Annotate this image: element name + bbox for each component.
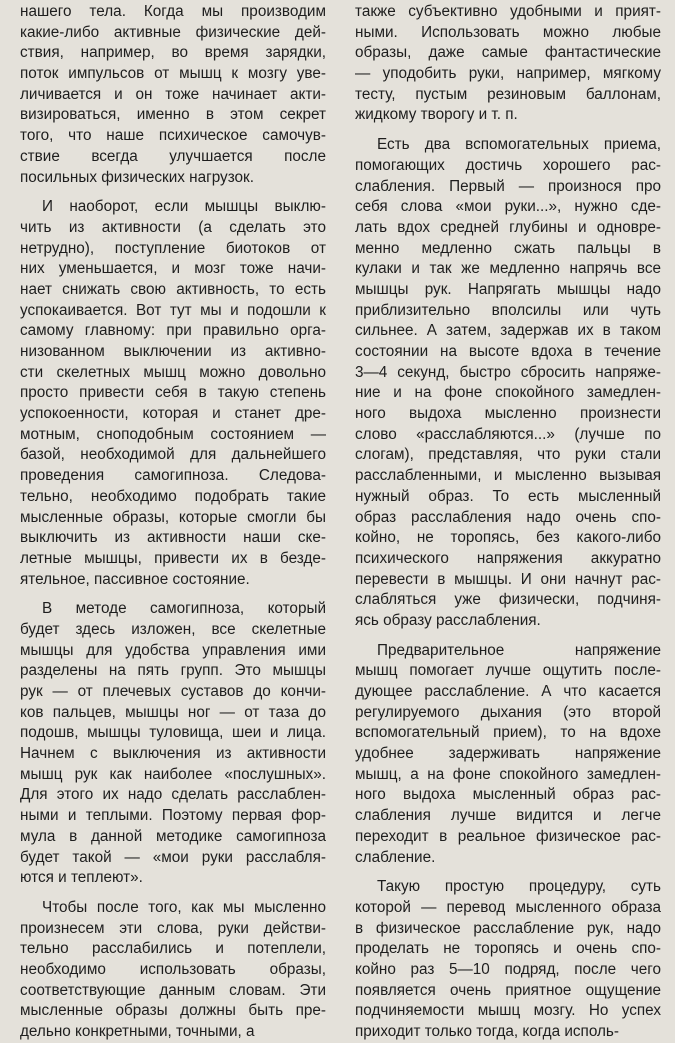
text-line: проведения самогипноза. Следова- [20, 467, 326, 485]
text-line: Такую простую процедуру, суть [377, 878, 661, 896]
text-line: ными. Использовать можно любые [355, 23, 661, 41]
text-line: Для этого их надо сделать расслаблен- [20, 786, 326, 804]
text-line: жидкому творогу и т. п. [355, 106, 518, 124]
text-line: тесту, пустым резиновым баллонам, [355, 85, 661, 103]
text-line: мышц помогает лучше ощутить после- [355, 662, 661, 680]
text-line: приблизительно вполсилы или чуть [355, 301, 661, 319]
text-line: ного выдоха мысленный образ рас- [355, 786, 661, 804]
text-line: психического напряжения аккуратно [355, 549, 661, 567]
text-line: И наоборот, если мышцы выклю- [42, 198, 326, 216]
text-line: будет здесь изложен, все скелетные [20, 620, 326, 638]
text-line: также субъективно удобными и прият- [355, 3, 661, 20]
text-line: соответствующие данным словам. Эти [20, 981, 326, 999]
text-line: койно, не торопясь, без какого-либо [355, 529, 661, 547]
text-line: лать вдох средней глубины и одновре- [355, 218, 661, 236]
text-line: — уподобить руки, например, мягкому [355, 65, 661, 83]
text-line: них уменьшается, и мозг тоже начи- [20, 260, 326, 278]
text-line: в физическое расслабление рук, надо [355, 919, 661, 937]
text-line: перевести в мышцы. И они начнут рас- [355, 570, 661, 588]
paragraph [20, 197, 326, 590]
paragraph-gap [20, 889, 326, 898]
text-line: слабление. [355, 848, 436, 866]
text-line: дующее расслабление. А что касается [355, 683, 661, 700]
left-column [20, 2, 326, 1043]
text-line: Начнем с выключения из активности [20, 745, 326, 763]
paragraph [355, 641, 661, 869]
text-line: чить из активности (а сделать это [20, 218, 326, 236]
text-line: дельно конкретными, точными, а [20, 1023, 255, 1040]
text-line: мышцы для удобства управления ими [20, 641, 326, 659]
text-line: летные мышцы, привести их в безде- [20, 549, 326, 567]
text-line: низованном выключении из активно- [20, 343, 326, 360]
text-line: рук — от плечевых суставов до кончи- [20, 683, 326, 700]
text-line: Предварительное напряжение [377, 641, 661, 659]
text-line: тельно, необходимо подобрать такие [20, 487, 326, 505]
text-line: подошв, мышцы туловища, шеи и лица. [20, 724, 326, 742]
text-line: образы, даже самые фантастические [355, 44, 661, 62]
text-line: слабления лучше видится и легче [355, 807, 661, 825]
text-line: 3—4 секунд, быстро сбросить напряже- [355, 363, 661, 381]
text-line: расслабленными, и мысленно вызывая [355, 467, 661, 485]
text-line: произнесем эти слова, руки действи- [20, 919, 326, 937]
paragraph [20, 2, 326, 188]
text-line: проделать не торопясь и очень спо- [355, 940, 661, 958]
paragraph [355, 135, 661, 632]
text-line: ятельное, пассивное состояние. [20, 570, 250, 588]
text-line: появляется очень приятное ощущение [355, 981, 661, 999]
text-line: ствие всегда улучшается после [20, 147, 326, 165]
text-line: ние и на фоне спокойного замедлен- [355, 384, 661, 402]
right-column [355, 2, 661, 1043]
paragraph [20, 599, 326, 889]
text-line: переходит в реальное физическое рас- [355, 827, 661, 845]
paragraph-gap [355, 632, 661, 641]
text-line: состоянии на высоте вдоха в течение [355, 343, 661, 360]
text-line: слабления. Первый — произнося про [355, 177, 661, 195]
text-line: просто привести себя в такую степень [20, 384, 326, 402]
paragraph-gap [355, 126, 661, 135]
paragraph [355, 2, 661, 126]
text-line: ются и теплеют». [20, 869, 143, 887]
text-line: ными и теплыми. Поэтому первая фор- [20, 807, 326, 825]
text-line: нетрудно), поступление биотоков от [20, 239, 326, 257]
paragraph-gap [20, 590, 326, 599]
text-line: ствия, например, во время зарядки, [20, 44, 326, 62]
text-line: образ расслабления надо очень спо- [355, 508, 661, 526]
text-line: посильных физических нагрузок. [20, 168, 254, 186]
text-line: мотным, сноподобным состоянием — [20, 425, 326, 443]
text-line: личивается и он тоже начинает акти- [20, 85, 326, 103]
text-line: ков пальцев, мышцы ног — от таза до [20, 703, 326, 721]
paragraph-gap [355, 868, 661, 877]
text-line: ясь образу расслабления. [355, 611, 541, 629]
text-line: слабляться уже физически, подчиня- [355, 591, 661, 609]
text-line: нашего тела. Когда мы производим [20, 3, 326, 20]
text-line: сти скелетных мышц можно довольно [20, 363, 326, 381]
text-line: вспомогательный прием), то на вдохе [355, 724, 661, 742]
text-line: мышц, а на фоне спокойного замедлен- [355, 765, 661, 783]
text-line: выключить из активности наши ске- [20, 529, 326, 547]
paragraph [20, 898, 326, 1043]
text-line: слово «расслабляются...» (лучше по [355, 425, 661, 443]
text-line: нужный образ. То есть мысленный [355, 487, 661, 505]
text-line: ного выдоха мысленно произнести [355, 405, 661, 423]
text-line: В методе самогипноза, который [42, 600, 326, 618]
text-line: базой, необходимой для дальнейшего [20, 446, 326, 464]
text-line: визироваться, именно в этом секрет [20, 106, 326, 124]
text-line: самому главному: при правильно орга- [20, 322, 326, 340]
text-line: Есть два вспомогательных приема, [377, 136, 661, 154]
text-line: успокаивается. Вот тут мы и подошли к [20, 301, 326, 319]
text-line: необходимо использовать образы, [20, 960, 326, 978]
paragraph-gap [20, 188, 326, 197]
text-line: мышц рук как наиболее «послушных». [20, 765, 326, 783]
text-line: мысленные образы, которые смогли бы [20, 508, 326, 526]
text-line: удобнее задерживать напряжение [355, 745, 661, 763]
text-line: мысленные образы должны быть пре- [20, 1002, 326, 1020]
text-line: Чтобы после того, как мы мысленно [42, 898, 326, 916]
text-line: койно раз 5—10 подряд, после чего [355, 960, 661, 978]
text-line: мышцы рук. Напрягать мышцы надо [355, 280, 661, 298]
text-line: какие-либо активные физические дей- [20, 23, 326, 41]
text-line: помогающих достичь хорошего рас- [355, 156, 661, 174]
text-line: подчиняемости мышц мозгу. Но успех [355, 1002, 661, 1020]
text-line: разделены на пять групп. Это мышцы [20, 662, 326, 680]
text-line: поток импульсов от мышц к мозгу уве- [20, 65, 326, 83]
text-line: приходит только тогда, когда исполь- [355, 1023, 619, 1040]
text-line: тельно расслабились и потеплели, [20, 940, 326, 958]
text-line: менно медленно сжать пальцы в [355, 239, 661, 257]
text-line: сильнее. А затем, задержав их в таком [355, 322, 661, 340]
text-line: слогам), представляя, что руки стали [355, 446, 661, 464]
text-line: нает снижать свою активность, то есть [20, 280, 326, 298]
text-line: кулаки и так же медленно напрячь все [355, 260, 661, 278]
text-line: будет такой — «мои руки расслабля- [20, 848, 326, 866]
text-line: мула в данной методике самогипноза [20, 827, 326, 845]
text-line: себя слова «мои руки...», нужно сде- [355, 198, 661, 216]
text-line: успокоенности, которая и станет дре- [20, 405, 326, 423]
text-line: которой — перевод мысленного образа [355, 898, 661, 916]
text-line: регулируемого дыхания (это второй [355, 703, 661, 721]
paragraph [355, 877, 661, 1043]
text-line: того, что наше психическое самочув- [20, 127, 326, 145]
